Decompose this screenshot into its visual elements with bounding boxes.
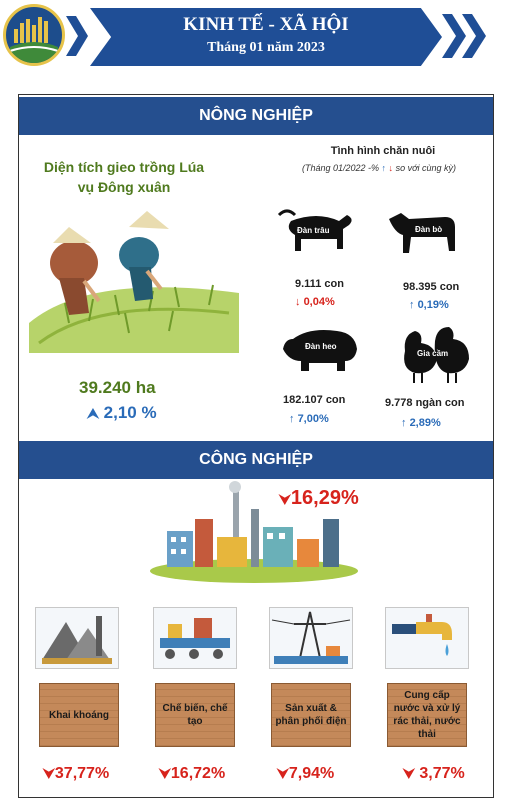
mining-icon (35, 607, 119, 669)
report-card (18, 94, 494, 798)
statistics-logo (3, 4, 65, 66)
rice-area-title: Diện tích gieo trồng Lúa vụ Đông xuân (43, 159, 205, 195)
chevron-left-decoration (66, 16, 92, 56)
rice-farmers-illustration (29, 203, 239, 353)
up-arrow-icon: ↑ (381, 163, 387, 173)
poultry-change: ↑ 2,89% (401, 417, 441, 429)
water-tap-icon (385, 607, 469, 669)
rice-area-change: ⮝ 2,10 % (87, 403, 157, 422)
poultry-count: 9.778 ngàn con (385, 397, 465, 409)
up-arrow-icon: ↑ (409, 299, 415, 311)
mining-label: Khai khoáng (39, 683, 119, 747)
buffalo-label: Đàn trâu (297, 226, 330, 235)
water-waste-change: ⮟ 3,77% (403, 765, 465, 782)
up-arrow-icon: ↑ (401, 417, 407, 429)
up-arrow-icon: ↑ (289, 413, 295, 425)
buffalo-count: 9.111 con (295, 278, 344, 290)
down-right-arrow-icon: ⮟ (43, 765, 55, 781)
section-agriculture-title: NÔNG NGHIỆP (19, 97, 493, 135)
page-subtitle: Tháng 01 năm 2023 (207, 40, 325, 55)
page-header (0, 0, 516, 78)
down-right-arrow-icon: ⮟ (159, 765, 171, 781)
power-icon (269, 607, 353, 669)
pig-count: 182.107 con (283, 394, 346, 406)
power-change: ⮟7,94% (277, 765, 335, 782)
manufacturing-change: ⮟16,72% (159, 765, 226, 782)
down-right-arrow-icon: ⮟ (277, 765, 289, 781)
up-arrow-icon: ⮝ (87, 405, 99, 421)
livestock-note: (Tháng 01/2022 -% ↑ ↓ so với cùng kỳ) (301, 163, 457, 173)
pig-change: ↑ 7,00% (289, 413, 329, 425)
industry-total-change: ⮟16,29% (279, 487, 359, 509)
mining-change: ⮟37,77% (43, 765, 110, 782)
chevron-right-decoration (442, 14, 492, 58)
down-right-arrow-icon: ⮟ (403, 765, 415, 781)
down-arrow-icon: ↓ (295, 296, 301, 308)
poultry-label: Gia cầm (417, 349, 449, 358)
power-label: Sản xuất & phân phối điện (271, 683, 351, 747)
section-industry-title: CÔNG NGHIỆP (19, 441, 493, 479)
cow-count: 98.395 con (403, 281, 460, 293)
rice-area-value: 39.240 ha (79, 378, 156, 397)
livestock-title: Tình hình chăn nuôi (330, 145, 436, 157)
manufacturing-label: Chế biến, chế tạo (155, 683, 235, 747)
manufacturing-icon (153, 607, 237, 669)
down-right-arrow-icon: ⮟ (279, 491, 291, 507)
water-waste-label: Cung cấp nước và xử lý rác thải, nước thải (387, 683, 467, 747)
buffalo-change: ↓ 0,04% (295, 296, 335, 308)
cow-icon (385, 205, 461, 263)
cow-change: ↑ 0,19% (409, 299, 449, 311)
page-title: KINH TẾ - XÃ HỘI (183, 14, 349, 35)
pig-label: Đàn heo (305, 342, 337, 351)
cow-label: Đàn bò (415, 225, 443, 234)
down-arrow-icon: ↓ (388, 163, 394, 173)
